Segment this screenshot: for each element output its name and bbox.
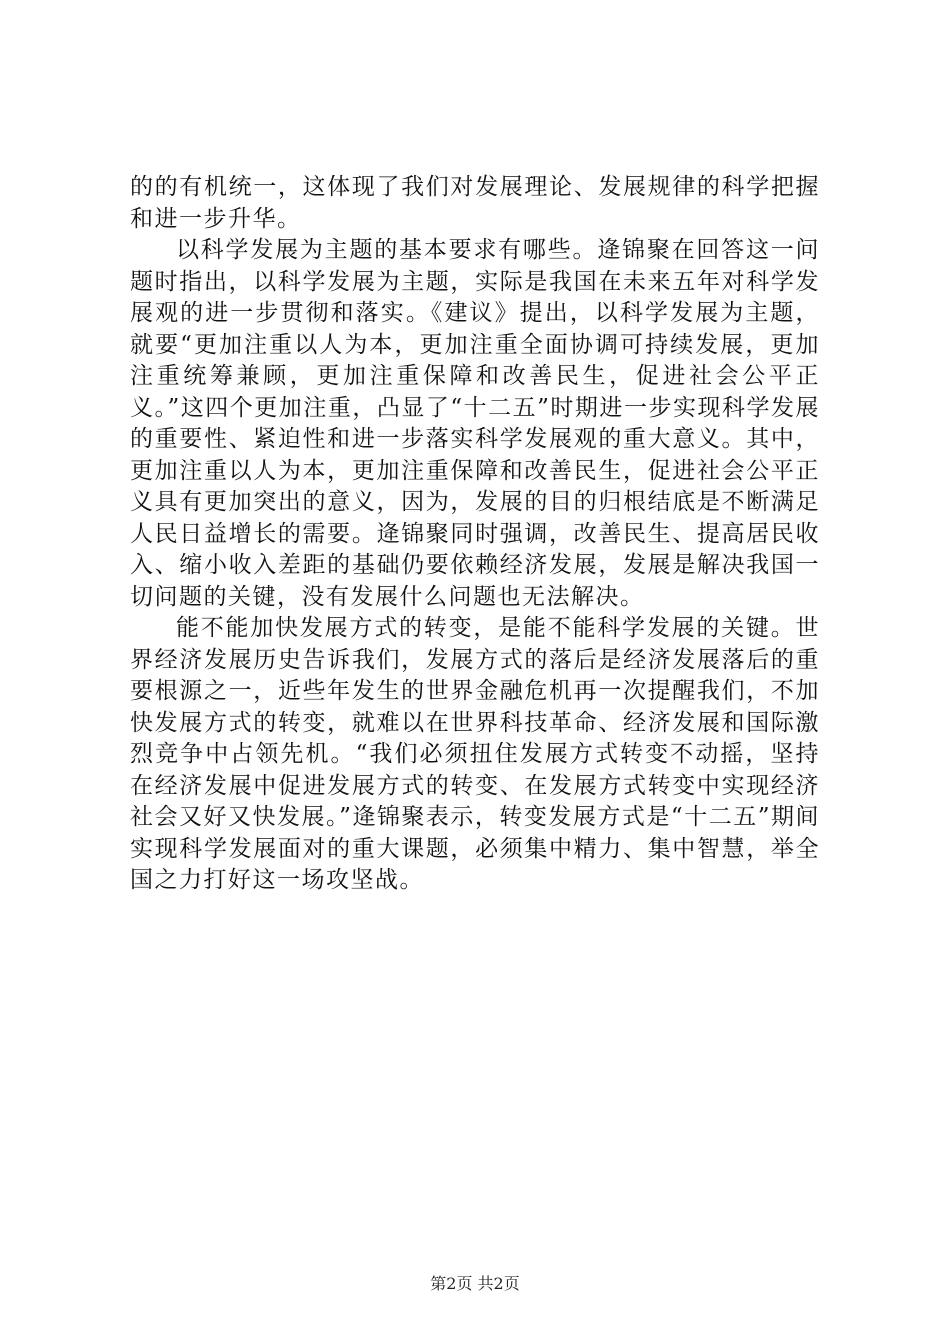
paragraph-2: 以科学发展为主题的基本要求有哪些。逄锦聚在回答这一问题时指出，以科学发展为主题，实际是我国在未来五年对科学发展观的进一步贯彻和落实。《建议》提出，以科学发展为主题，就要“更加注重以人为本，更加注重全面协调可持续发展，更加注重统筹兼顾，更加注重保障和改善民生，促进社会公平正义。”这四个更加注重，凸显了“十二五”时期进一步实现科学发展的重要性、紧迫性和进一步落实科学发展观的重大意义。其中，更加注重以人为本，更加注重保障和改善民生，促进社会公平正义具有更加突出的意义，因为，发展的目的归根结底是不断满足人民日益增长的需要。逄锦聚同时强调，改善民生、提高居民收入、缩小收入差距的基础仍要依赖经济发展，发展是解决我国一切问题的关键，没有发展什么问题也无法解决。 [130, 237, 820, 610]
paragraph-1: 的的有机统一，这体现了我们对发展理论、发展规律的科学把握和进一步升华。 [130, 174, 820, 232]
paragraph-3: 能不能加快发展方式的转变，是能不能科学发展的关键。世界经济发展历史告诉我们，发展方式的落后是经济发展落后的重要根源之一，近些年发生的世界金融危机再一次提醒我们，不加快发展方式的转变，就难以在世界科技革命、经济发展和国际激烈竞争中占领先机。“我们必须扭住发展方式转变不动摇，坚持在经济发展中促进发展方式的转变、在发展方式转变中实现经济社会又好又快发展。”逄锦聚表示，转变发展方式是“十二五”期间实现科学发展面对的重大课题，必须集中精力、集中智慧，举全国之力打好这一场攻坚战。 [130, 615, 820, 893]
body-text [130, 172, 820, 897]
page-footer: 第2页 共2页 [430, 1274, 520, 1293]
